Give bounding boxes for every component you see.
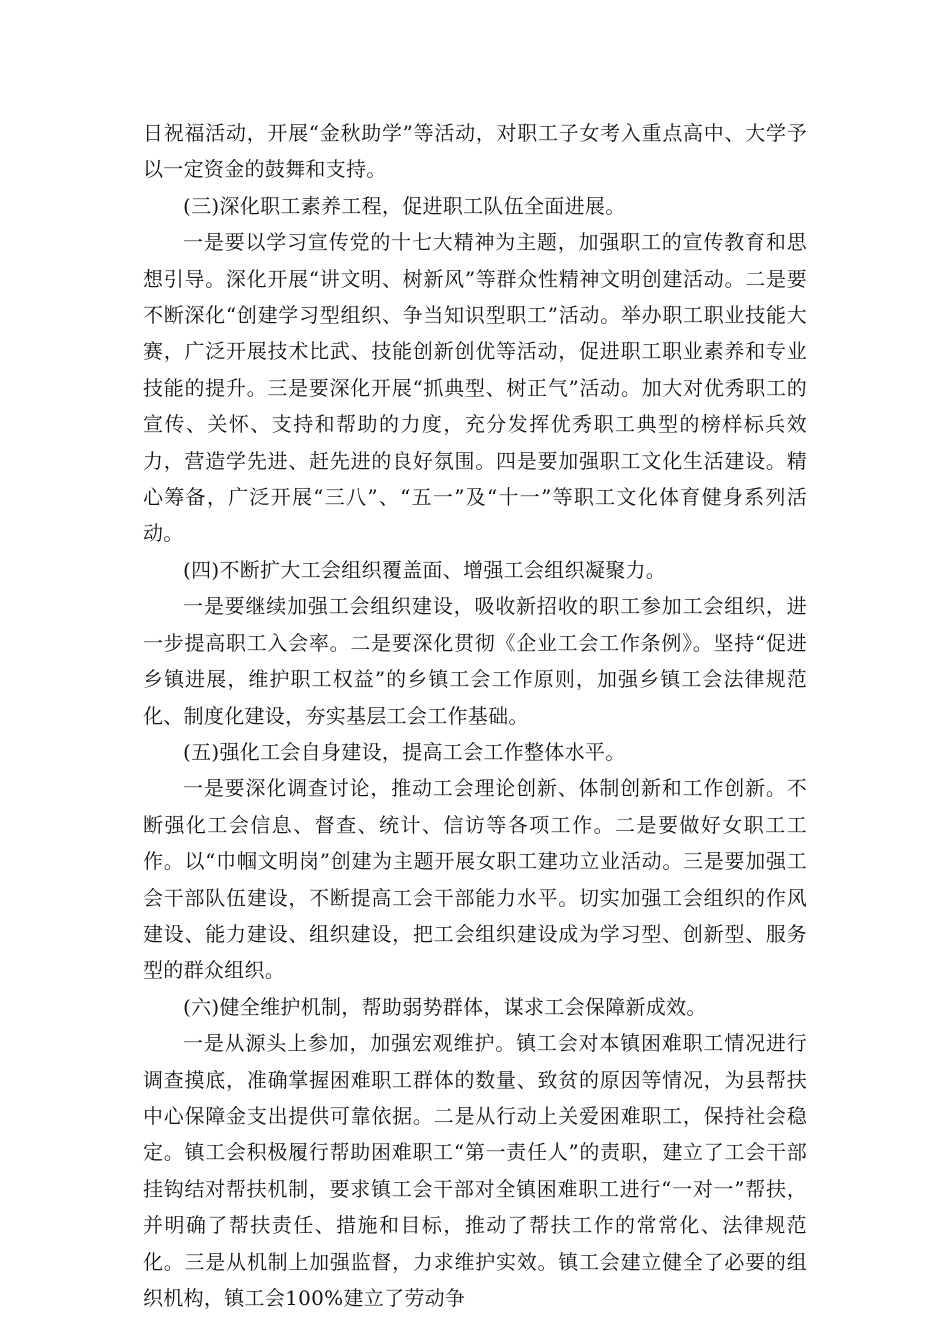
paragraph-section-6: 一是从源头上参加，加强宏观维护。镇工会对本镇困难职工情况进行调查摸底，准确掌握困难职工群体的数量、致贫的原因等情况，为县帮扶中心保障金支出提供可靠依据。二是从行动上关爱困难职工，保持社会稳定。镇工会积极履行帮助困难职工“第一责任人”的责职，建立了工会干部挂钩结对帮扶机制，要求镇工会干部对全镇困难职工进行“一对一”帮扶，并明确了帮扶责任、措施和目标，推动了帮扶工作的常常化、法律规范化。三是从机制上加强监督，力求维护实效。镇工会建立健全了必要的组织机构，镇工会100%建立了劳动争: [143, 1031, 807, 1310]
paragraph-section-5: 一是要深化调查讨论，推动工会理论创新、体制创新和工作创新。不断强化工会信息、督查、统计、信访等各项工作。二是要做好女职工工作。以“巾帼文明岗”创建为主题开展女职工建功立业活动。三是要加强工会干部队伍建设，不断提高工会干部能力水平。切实加强工会组织的作风建设、能力建设、组织建设，把工会组织建设成为学习型、创新型、服务型的群众组织。: [143, 776, 807, 983]
paragraph-section-4: 一是要继续加强工会组织建设，吸收新招收的职工参加工会组织，进一步提高职工入会率。二是要深化贯彻《企业工会工作条例》。坚持“促进乡镇进展，维护职工权益”的乡镇工会工作原则，加强乡镇工会法律规范化、制度化建设，夯实基层工会工作基础。: [143, 594, 807, 728]
section-heading-5: (五)强化工会自身建设，提高工会工作整体水平。: [183, 739, 626, 764]
section-heading-6: (六)健全维护机制，帮助弱势群体，谋求工会保障新成效。: [183, 994, 707, 1019]
paragraph-continuation: 日祝福活动，开展“金秋助学”等活动，对职工子女考入重点高中、大学予以一定资金的鼓舞和支持。: [143, 121, 807, 182]
document-body: [143, 115, 807, 1316]
section-heading-3: (三)深化职工素养工程，促进职工队伍全面进展。: [183, 193, 626, 218]
section-heading-4: (四)不断扩大工会组织覆盖面、增强工会组织凝聚力。: [183, 557, 667, 582]
paragraph-section-3: 一是要以学习宣传党的十七大精神为主题，加强职工的宣传教育和思想引导。深化开展“讲文明、树新风”等群众性精神文明创建活动。二是要不断深化“创建学习型组织、争当知识型职工”活动。举办职工职业技能大赛，广泛开展技术比武、技能创新创优等活动，促进职工职业素养和专业技能的提升。三是要深化开展“抓典型、树正气”活动。加大对优秀职工的宣传、关怀、支持和帮助的力度，充分发挥优秀职工典型的榜样标兵效力，营造学先进、赶先进的良好氛围。四是要加强职工文化生活建设。精心筹备，广泛开展“三八”、“五一”及“十一”等职工文化体育健身系列活动。: [143, 230, 807, 546]
